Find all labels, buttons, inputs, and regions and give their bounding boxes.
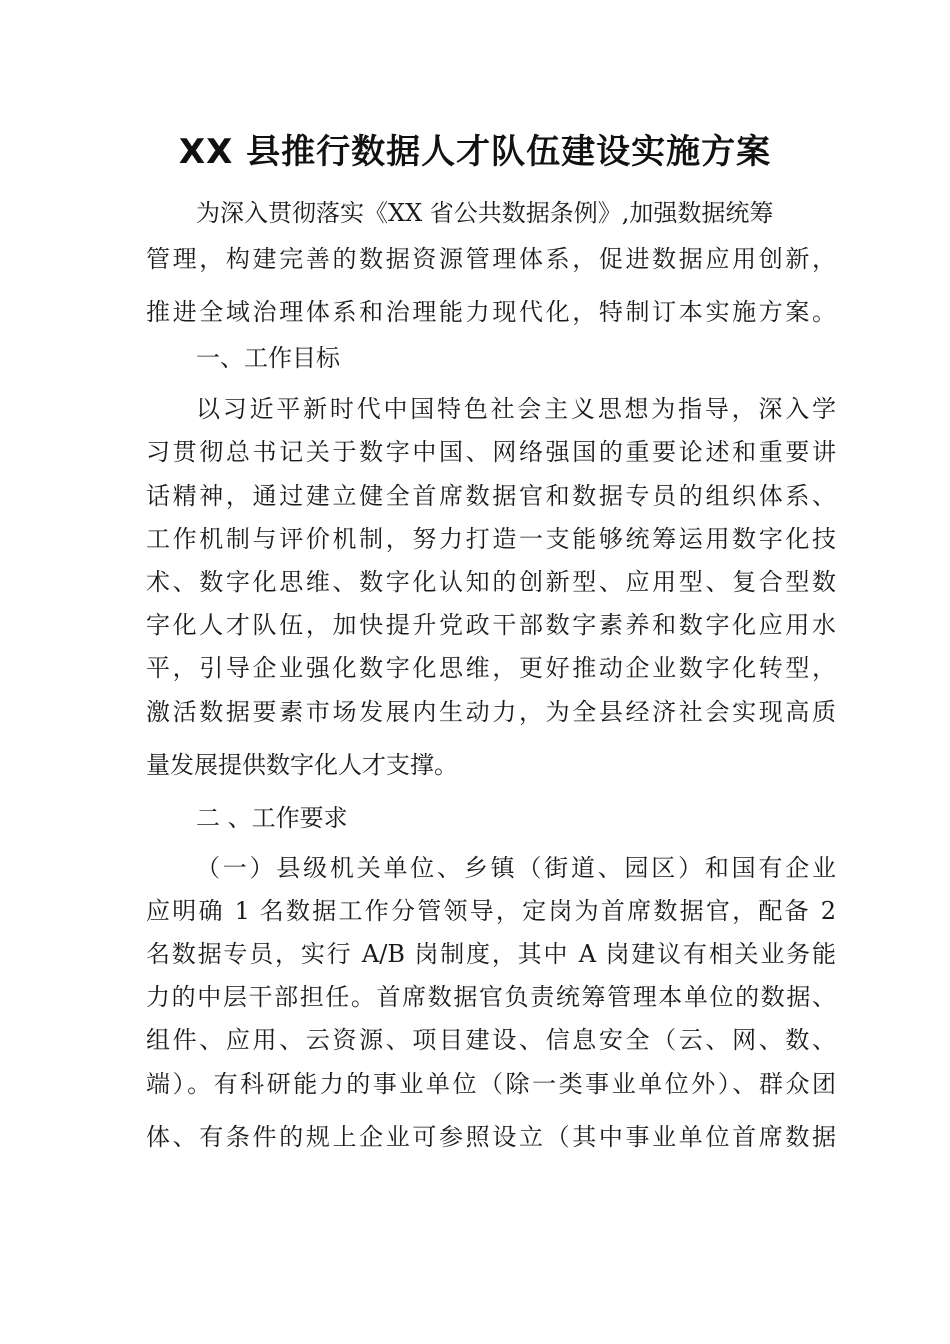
paragraph-line: 量发展提供数字化人才支撑。 [146, 751, 458, 779]
paragraph-line: 激活数据要素市场发展内生动力，为全县经济社会实现高质 [146, 698, 836, 726]
paragraph-line: 术、数字化思维、数字化认知的创新型、应用型、复合型数 [146, 568, 836, 596]
paragraph-line: 平，引导企业强化数字化思维，更好推动企业数字化转型， [146, 654, 836, 682]
paragraph-line: 体、有条件的规上企业可参照设立（其中事业单位首席数据 [146, 1123, 836, 1151]
paragraph-line: 名数据专员，实行 A/B 岗制度，其中 A 岗建议有相关业务能 [146, 940, 836, 968]
paragraph-line: 组件、应用、云资源、项目建设、信息安全（云、网、数、 [146, 1026, 836, 1054]
paragraph-line: 为深入贯彻落实《XX 省公共数据条例》,加强数据统筹 [196, 199, 774, 227]
paragraph-line: 推进全域治理体系和治理能力现代化，特制订本实施方案。 [146, 298, 836, 326]
paragraph-line: （一）县级机关单位、乡镇（街道、园区）和国有企业 [196, 854, 836, 882]
section-heading: 一、工作目标 [196, 344, 340, 372]
paragraph-line: 管理，构建完善的数据资源管理体系，促进数据应用创新， [146, 245, 836, 273]
paragraph-line: 字化人才队伍，加快提升党政干部数字素养和数字化应用水 [146, 611, 836, 639]
section-heading: 二 、工作要求 [196, 804, 348, 832]
paragraph-line: 工作机制与评价机制，努力打造一支能够统筹运用数字化技 [146, 525, 836, 553]
paragraph-line: 端）。有科研能力的事业单位（除一类事业单位外）、群众团 [146, 1070, 836, 1098]
document-title: XX 县推行数据人才队伍建设实施方案 [178, 132, 772, 172]
paragraph-line: 以习近平新时代中国特色社会主义思想为指导，深入学 [196, 395, 836, 423]
paragraph-line: 力的中层干部担任。首席数据官负责统筹管理本单位的数据、 [146, 983, 836, 1011]
paragraph-line: 话精神，通过建立健全首席数据官和数据专员的组织体系、 [146, 482, 836, 510]
paragraph-line: 习贯彻总书记关于数字中国、网络强国的重要论述和重要讲 [146, 438, 836, 466]
paragraph-line: 应明确 1 名数据工作分管领导，定岗为首席数据官，配备 2 [146, 897, 836, 925]
